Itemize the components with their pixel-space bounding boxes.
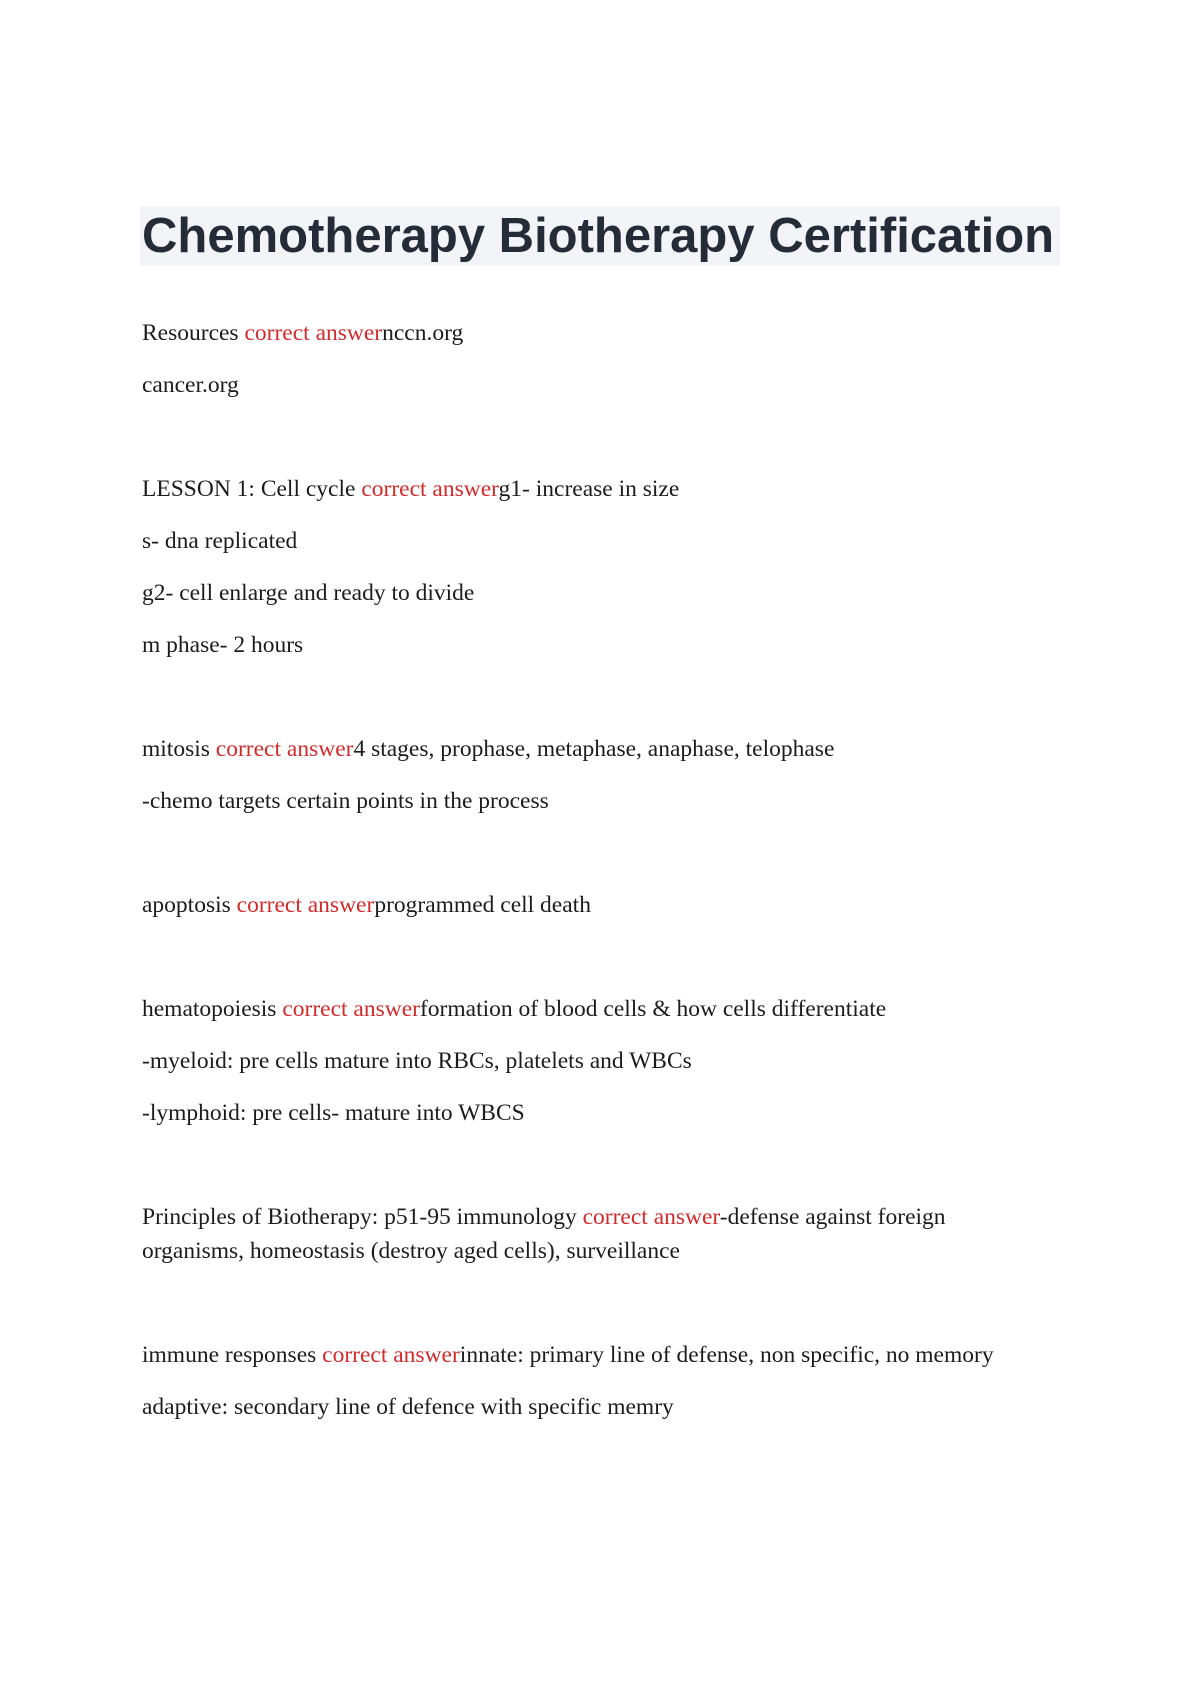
answer-line: -myeloid: pre cells mature into RBCs, platelets and WBCs [142, 1048, 692, 1074]
term-text: hematopoiesis [142, 996, 283, 1022]
answer-line: g2- cell enlarge and ready to divide [142, 580, 475, 606]
term-text: LESSON 1: Cell cycle [142, 476, 362, 502]
term-text: immune responses [142, 1342, 323, 1368]
entry-spacer [142, 940, 1032, 992]
answer-line: -lymphoid: pre cells- mature into WBCS [142, 1100, 525, 1126]
flashcard-list [142, 316, 1032, 1442]
answer-line: cancer.org [142, 372, 239, 398]
term-text: apoptosis [142, 892, 237, 918]
flashcard-first-line [142, 472, 1032, 524]
entry-spacer [142, 1148, 1032, 1200]
answer-label: correct answer [282, 996, 420, 1022]
answer-label: correct answer [236, 892, 375, 918]
flashcard-first-line [142, 888, 1032, 940]
answer-label: correct answer [215, 736, 354, 762]
page-title: Chemotherapy Biotherapy Certification [142, 209, 1055, 263]
answer-line: s- dna replicated [142, 528, 298, 554]
answer-line: m phase- 2 hours [142, 632, 304, 658]
flashcard-entry-hematopoiesis [142, 992, 1032, 1148]
entry-spacer [142, 680, 1032, 732]
term-text: mitosis [142, 736, 216, 762]
answer-label: correct answer [582, 1204, 720, 1230]
answer-text: nccn.org [382, 320, 464, 346]
flashcard-entry-apoptosis [142, 888, 1032, 940]
entry-spacer [142, 836, 1032, 888]
answer-label: correct answer [244, 320, 383, 346]
flashcard-first-line [142, 732, 1032, 784]
title-highlight [140, 206, 1060, 266]
flashcard-first-line [142, 1338, 1032, 1372]
answer-label: correct answer [361, 476, 499, 502]
answer-line: adaptive: secondary line of defence with specific memry [142, 1394, 674, 1420]
term-text: Principles of Biotherapy: p51-95 immunology [142, 1204, 583, 1230]
flashcard-first-line [142, 992, 1032, 1044]
answer-text: g1- increase in size [498, 476, 680, 502]
entry-spacer [142, 1286, 1032, 1338]
answer-text: formation of blood cells & how cells differentiate [419, 996, 887, 1022]
answer-text: 4 stages, prophase, metaphase, anaphase, telophase [353, 736, 835, 762]
flashcard-first-line [142, 1200, 1032, 1268]
answer-label: correct answer [322, 1342, 460, 1368]
flashcard-entry-immune-responses [142, 1338, 1032, 1442]
answer-text: programmed cell death [374, 892, 591, 918]
flashcard-entry-mitosis [142, 732, 1032, 836]
flashcard-first-line [142, 316, 1032, 368]
flashcard-entry-resources [142, 316, 1032, 420]
term-text: Resources [142, 320, 245, 346]
entry-spacer [142, 420, 1032, 472]
flashcard-entry-cell-cycle [142, 472, 1032, 680]
answer-text: innate: primary line of defense, non specific, no memory [459, 1342, 994, 1368]
answer-line: -chemo targets certain points in the process [142, 788, 549, 814]
answer-text: -defense against foreign organisms, homeostasis (destroy aged cells), surveillance [142, 1204, 946, 1264]
flashcard-entry-biotherapy-principles [142, 1200, 1032, 1268]
